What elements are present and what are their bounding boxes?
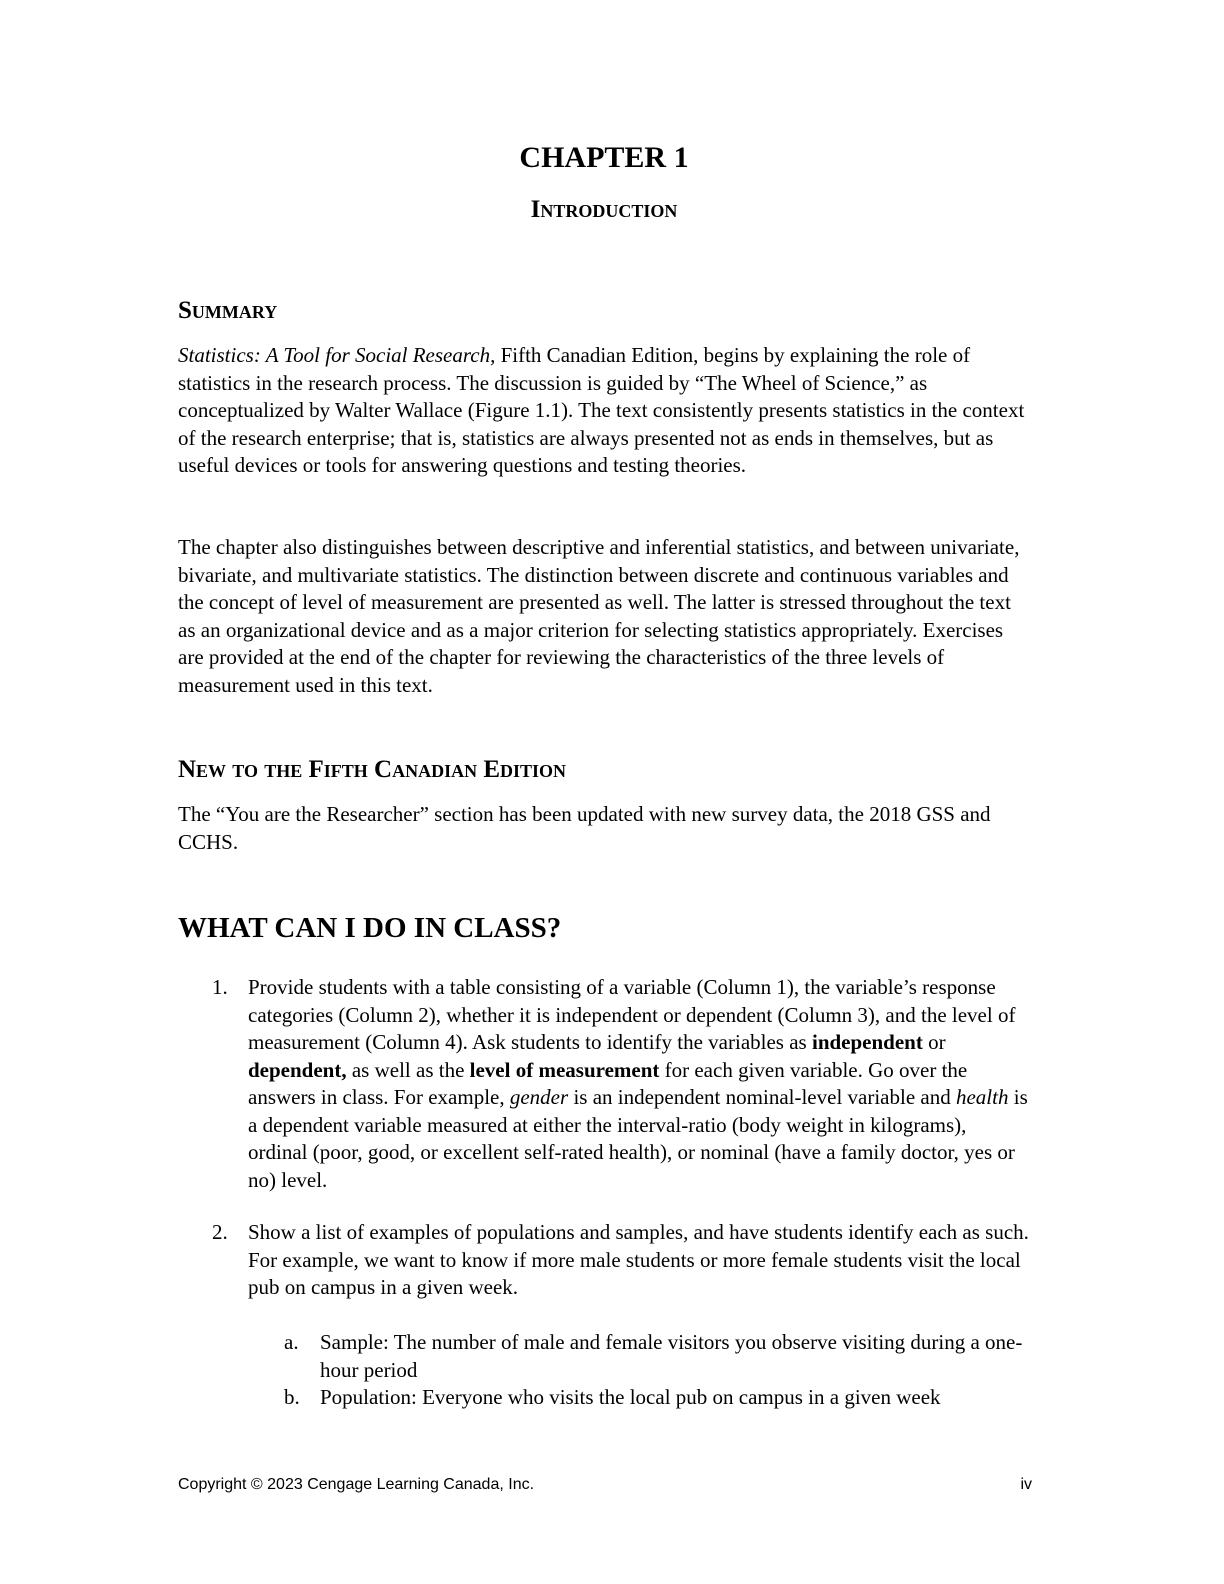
chapter-title: CHAPTER 1 — [519, 141, 689, 174]
page-footer — [178, 1476, 1032, 1494]
term-dependent: dependent, — [248, 1057, 347, 1082]
summary-paragraph-2: The chapter also distinguishes between descriptive and inferential statistics, and between univariate, bivariate, and multivariate statistics. The distinction between discrete and continuous variables and the concept of level of measurement are presented as well. The latter is stressed throughout the text as an organizational device and as a major criterion for selecting statistics appropriately. Exercises are provided at the end of the chapter for reviewing the characteristics of the three levels of measurement used in this text. — [178, 535, 1020, 697]
term-health: health — [955, 1085, 1009, 1109]
class-heading: WHAT CAN I DO IN CLASS? — [178, 912, 562, 944]
summary-paragraph-1 — [178, 342, 1030, 480]
list-item-1-number: 1. — [212, 975, 228, 999]
sub-item-a-letter: a. — [284, 1330, 299, 1354]
list-item-2-number: 2. — [212, 1220, 228, 1244]
list-item-2-text: Show a list of examples of populations and samples, and have students identify each as such. For example, we want to know if more male students or more female students visit the local pub on campus in a given week. — [248, 1220, 1029, 1299]
sub-item-b-text: Population: Everyone who visits the local pub on campus in a given week — [320, 1385, 941, 1409]
summary-heading: Summary — [178, 297, 278, 324]
sub-item-a-text: Sample: The number of male and female visitors you observe visiting during a one-hour period — [320, 1330, 1023, 1382]
term-independent: independent — [811, 1030, 923, 1054]
term-level-of-measurement: level of measurement — [469, 1057, 660, 1082]
summary-paragraph-1-text: Fifth Canadian Edition, begins by explaining the role of statistics in the research process. The discussion is guided by “The Wheel of Science,” as conceptualized by Walter Wallace (Figure 1.1). The text consistently presents statistics in the context of the research enterprise; that is, statistics are always presented not as ends in themselves, but as useful devices or tools for answering questions and testing theories. — [178, 343, 1025, 477]
chapter-subtitle: Introduction — [530, 196, 678, 223]
copyright-notice: Copyright © 2023 Cengage Learning Canada, Inc. — [178, 1476, 535, 1493]
new-edition-heading: New to the Fifth Canadian Edition — [178, 756, 567, 783]
term-gender: gender — [509, 1085, 569, 1109]
sub-item-b-letter: b. — [284, 1385, 300, 1409]
new-edition-paragraph: The “You are the Researcher” section has been updated with new survey data, the 2018 GSS and CCHS. — [178, 802, 991, 854]
book-title: Statistics: A Tool for Social Research, — [178, 343, 496, 367]
list-item-1-text: Provide students with a table consisting of a variable (Column 1), the variable’s response categories (Column 2), whether it is independent or dependent (Column 3), and the level of measurement (Column 4). Ask students to identify the variables as independent or dependent, as well as the level of measurement for each given variable. Go over the answers in class. For example, gender is an independent nominal-level variable and health is a dependent variable measured at either the interval-ratio (body weight in kilograms), ordinal (poor, good, or excellent self-rated health), or nominal (have a family doctor, yes or no) level. — [248, 975, 1028, 1192]
page-number: iv — [1020, 1476, 1032, 1493]
